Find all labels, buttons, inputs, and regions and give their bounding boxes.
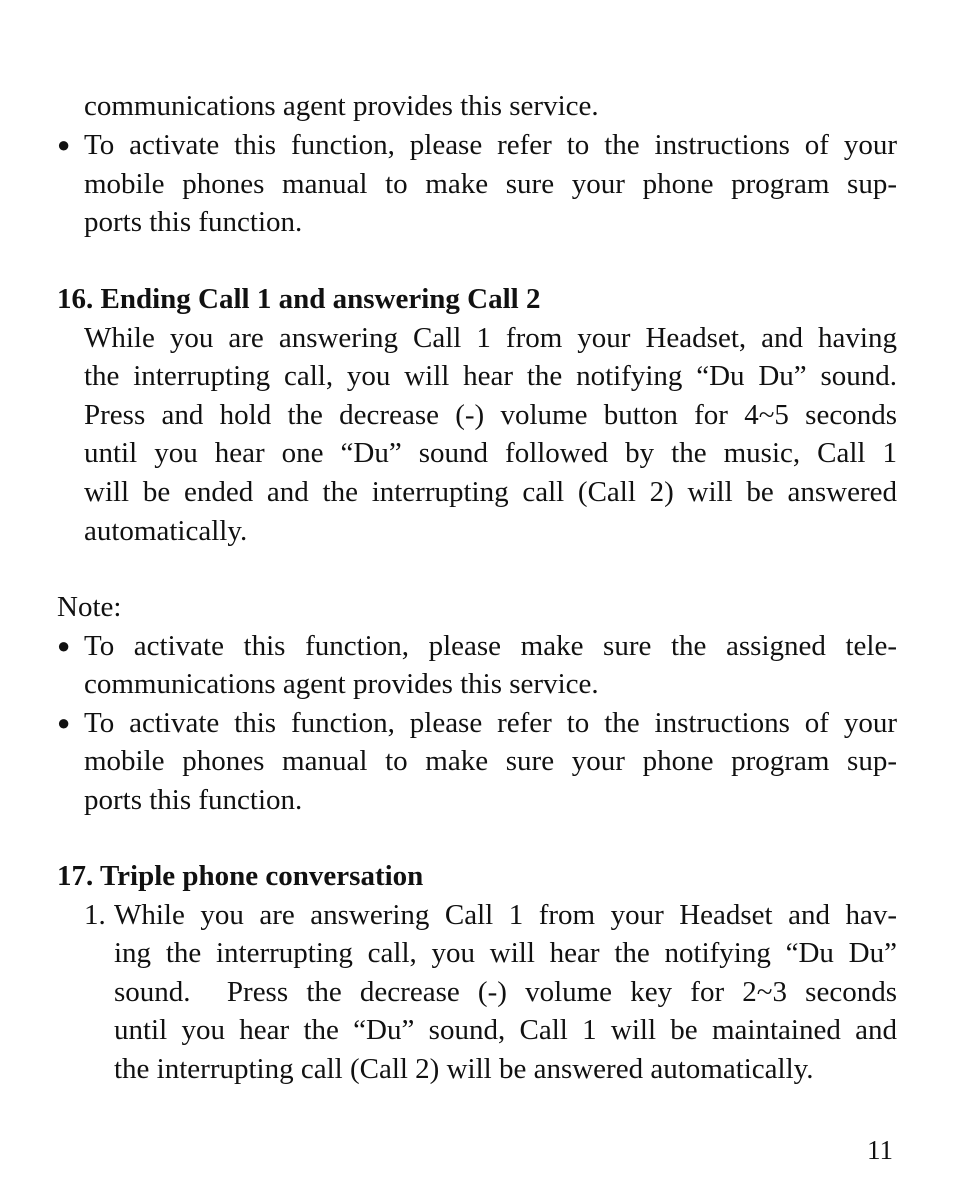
- item-line: ing the interrupting call, you will hear the notifying “Du Du”: [114, 937, 897, 970]
- paragraph-line: the interrupting call, you will hear the notifying “Du Du” sound.: [84, 360, 897, 393]
- bullet-line: ports this function.: [84, 783, 303, 816]
- bullet-icon: ●: [57, 132, 71, 157]
- numbered-item: [57, 896, 897, 1089]
- item-line: sound. Press the decrease (-) volume key for 2~3 seconds: [114, 975, 897, 1008]
- section-17-heading: 17. Triple phone conversation: [57, 860, 424, 892]
- item-line: the interrupting call (Call 2) will be answered automatically.: [114, 1052, 814, 1085]
- top-bullet-item: [57, 126, 897, 242]
- page-number: 11: [867, 1135, 893, 1165]
- bullet-line: mobile phones manual to make sure your phone program sup-: [84, 745, 897, 778]
- bullet-icon: ●: [57, 709, 71, 735]
- item-number: 1.: [84, 898, 106, 931]
- bullet-line: ports this function.: [84, 206, 303, 239]
- bullet-line: To activate this function, please refer to the instructions of your: [84, 706, 897, 739]
- paragraph-line: automatically.: [84, 514, 248, 547]
- paragraph-line: Press and hold the decrease (-) volume button for 4~5 seconds: [84, 398, 897, 431]
- note-bullet-item: [57, 627, 897, 704]
- bullet-line: To activate this function, please make sure the assigned tele-: [84, 629, 897, 662]
- section-17: [57, 857, 897, 1089]
- bullet-line: communications agent provides this service.: [84, 668, 599, 701]
- note-section: [57, 588, 897, 820]
- note-label: Note:: [57, 591, 122, 623]
- paragraph-line: will be ended and the interrupting call (Call 2) will be answered: [84, 475, 897, 508]
- item-line: While you are answering Call 1 from your Headset and hav-: [114, 898, 897, 931]
- bullet-line: mobile phones manual to make sure your phone program sup-: [84, 167, 897, 200]
- paragraph-line: While you are answering Call 1 from your Headset, and having: [84, 321, 897, 354]
- bullet-line: To activate this function, please refer to the instructions of your: [84, 129, 897, 161]
- note-bullet-item: [57, 704, 897, 820]
- section-16-heading: 16. Ending Call 1 and answering Call 2: [57, 283, 541, 315]
- item-line: until you hear the “Du” sound, Call 1 will be maintained and: [114, 1014, 897, 1047]
- continued-line: communications agent provides this service.: [84, 90, 599, 122]
- paragraph-line: until you hear one “Du” sound followed by the music, Call 1: [84, 437, 897, 470]
- bullet-icon: ●: [57, 632, 71, 658]
- continued-text: [57, 87, 924, 126]
- section-16: [57, 280, 897, 550]
